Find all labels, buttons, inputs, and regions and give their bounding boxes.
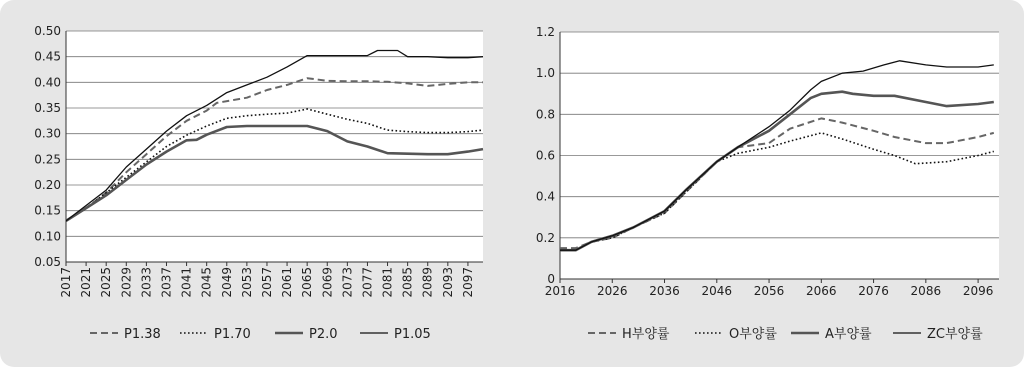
x-tick-label: 2026 bbox=[596, 284, 628, 298]
legend-label: P1.38 bbox=[124, 327, 161, 342]
x-tick-label: 2045 bbox=[199, 267, 214, 298]
x-tick-label: 2069 bbox=[320, 267, 335, 298]
x-tick-label: 2049 bbox=[219, 267, 234, 298]
x-tick-label: 2056 bbox=[753, 284, 785, 298]
legend-label: P2.0 bbox=[309, 327, 338, 342]
x-tick-label: 2033 bbox=[139, 267, 154, 298]
y-tick-label: 0.35 bbox=[34, 101, 61, 115]
x-tick-label: 2076 bbox=[858, 284, 889, 298]
y-tick-label: 1.0 bbox=[535, 66, 555, 81]
y-tick-label: 1.2 bbox=[535, 25, 555, 39]
y-tick-label: 0.4 bbox=[535, 189, 555, 204]
x-tick-label: 2061 bbox=[280, 267, 295, 298]
x-tick-label: 2025 bbox=[99, 267, 114, 298]
x-tick-label: 2016 bbox=[544, 284, 576, 298]
x-tick-label: 2037 bbox=[159, 267, 174, 298]
y-tick-label: 0.15 bbox=[34, 203, 61, 218]
x-tick-label: 2085 bbox=[400, 267, 415, 298]
legend-label: ZC부양률 bbox=[927, 327, 983, 342]
y-tick-label: 0.20 bbox=[34, 178, 61, 192]
x-tick-label: 2093 bbox=[440, 267, 455, 298]
legend-label: P1.05 bbox=[394, 327, 431, 342]
x-tick-label: 2021 bbox=[79, 267, 94, 298]
legend-label: O부양률 bbox=[729, 327, 777, 342]
y-tick-label: 0.2 bbox=[535, 230, 555, 245]
y-tick-label: 0.30 bbox=[34, 126, 61, 141]
x-tick-label: 2057 bbox=[259, 267, 274, 298]
y-tick-label: 0.8 bbox=[535, 107, 555, 122]
x-tick-label: 2017 bbox=[59, 267, 73, 298]
x-tick-label: 2073 bbox=[340, 267, 355, 298]
x-tick-label: 2065 bbox=[300, 267, 315, 298]
legend-label: A부양률 bbox=[825, 327, 872, 342]
x-tick-label: 2097 bbox=[460, 267, 475, 298]
y-tick-label: 0 bbox=[547, 272, 555, 286]
x-tick-label: 2053 bbox=[239, 267, 254, 298]
legend-label: P1.70 bbox=[214, 327, 251, 342]
x-tick-label: 2036 bbox=[649, 284, 680, 298]
x-tick-label: 2046 bbox=[701, 284, 733, 298]
y-tick-label: 0.05 bbox=[34, 255, 61, 269]
x-tick-label: 2029 bbox=[119, 267, 134, 298]
x-tick-label: 2089 bbox=[420, 267, 435, 298]
y-tick-label: 0.50 bbox=[34, 24, 61, 38]
x-tick-label: 2077 bbox=[360, 267, 375, 298]
x-tick-label: 2096 bbox=[962, 284, 994, 298]
y-tick-label: 0.25 bbox=[34, 152, 61, 167]
y-tick-label: 0.40 bbox=[34, 75, 61, 90]
x-tick-label: 2081 bbox=[380, 267, 395, 298]
x-tick-label: 2086 bbox=[910, 284, 942, 298]
y-tick-label: 0.10 bbox=[34, 229, 61, 244]
y-tick-label: 0.45 bbox=[34, 49, 61, 64]
x-tick-label: 2041 bbox=[179, 267, 194, 298]
x-tick-label: 2066 bbox=[806, 284, 837, 298]
legend-label: H부양률 bbox=[622, 327, 670, 342]
y-tick-label: 0.6 bbox=[535, 148, 555, 163]
